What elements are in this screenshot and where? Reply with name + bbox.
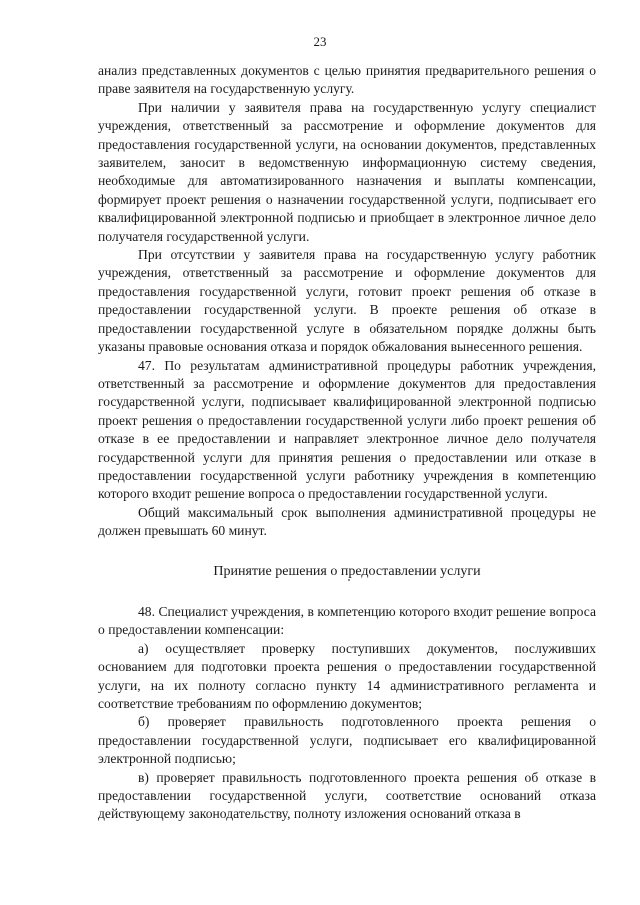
- paragraph-item-48: 48. Специалист учреждения, в компетенцию которого входит решение вопроса о предоставлении компенсации:: [98, 603, 596, 638]
- paragraph-right-present: При наличии у заявителя права на государственную услугу специалист учреждения, ответственный за рассмотрение и оформление документов для предоставления государственной услуги, на основании документов, представленных заявителем, заносит в ведомственную информационную систему сведения, необходимые для автоматизированного назначения и выплаты компенсации, формирует проект решения о назначении государственной услуги, подписывает его квалифицированной электронной подписью и приобщает в электронное личное дело получателя государственной услуги.: [98, 99, 596, 244]
- paragraph-continuation: анализ представленных документов с целью принятия предварительного решения о праве заявителя на государственную услугу.: [98, 63, 596, 97]
- paragraph-subitem-a: а) осуществляет проверку поступивших документов, послуживших основанием для подготовки проекта решения о предоставлении государственной услуги, на их полноту согласно пункту 14 административного регламента и соответствие требованиям по оформлению документов;: [98, 640, 596, 711]
- paragraph-item-47: 47. По результатам административной процедуры работник учреждения, ответственный за рассмотрение и оформление документов для предоставления государственной услуги, подписывает квалифицированной электронной подписью проект решения о предоставлении государственной услуги либо проект решения об отказе в ее предоставлении и направляет электронное личное дело получателя государственной услуги для принятия решения о предоставлении или отказе в предоставлении государственной услуги работнику учреждения в компетенцию которого входит решение вопроса о предоставлении государственной услуги.: [98, 357, 596, 502]
- paragraph-right-absent: При отсутствии у заявителя права на государственную услугу работник учреждения, ответственный за рассмотрение и оформление документов для предоставления государственной услуги, готовит проект решения об отказе в предоставлении государственной услуги. В проекте решения об отказе в предоставлении государственной услуге в обязательном порядке должны быть указаны правовые основания отказа и порядок обжалования вынесенного решения.: [98, 247, 596, 355]
- document-body: [98, 62, 596, 824]
- paragraph-subitem-v: в) проверяет правильность подготовленного проекта решения об отказе в предоставлении государственной услуги, соответствие оснований отказа действующему законодательству, полноту изложения оснований отказа в: [98, 769, 596, 822]
- section-heading: Принятие решения о предоставлении услуги: [213, 563, 481, 579]
- paragraph-max-duration: Общий максимальный срок выполнения административной процедуры не должен превышать 60 минут.: [98, 504, 596, 539]
- scan-speck: [348, 579, 350, 581]
- paragraph-subitem-b: б) проверяет правильность подготовленного проекта решения о предоставлении государственной услуги, подписывает его квалифицированной электронной подписью;: [98, 714, 596, 767]
- page-number: 23: [313, 34, 327, 49]
